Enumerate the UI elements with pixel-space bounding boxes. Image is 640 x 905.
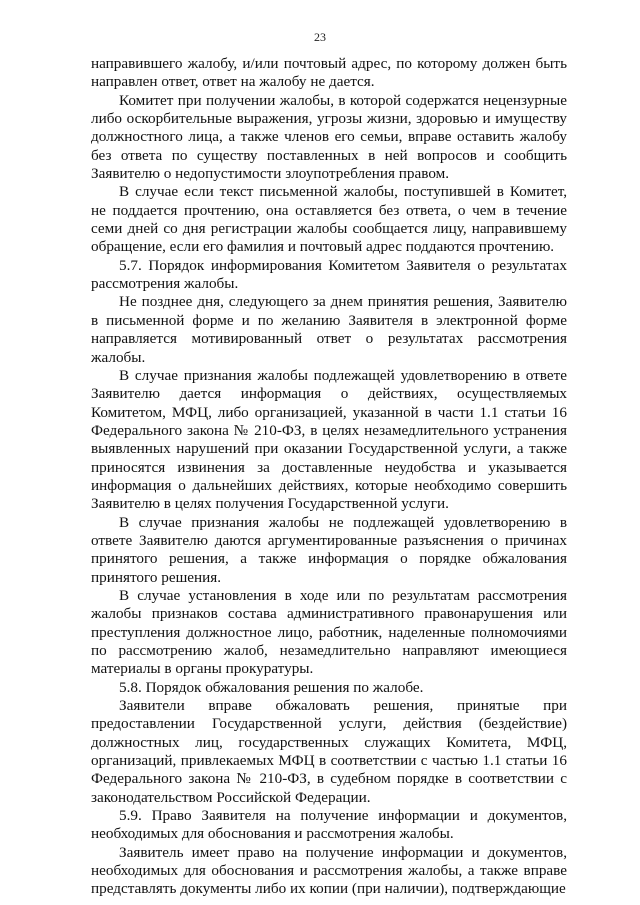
paragraph-2: Комитет при получении жалобы, в которой содержатся нецензурные либо оскорбительные выражения, угрозы жизни, здоровью и имуществу должностного лица, а также членов его семьи, вправе оставить жалобу без ответа по существу поставленных в ней вопросов и сообщить Заявителю о недопустимости злоупотребления правом. [91,91,567,183]
paragraph-5: Не позднее дня, следующего за днем принятия решения, Заявителю в письменной форме и по желанию Заявителя в электронной форме направляется мотивированный ответ о результатах рассмотрения жалобы. [91,293,567,366]
paragraph-3: В случае если текст письменной жалобы, поступившей в Комитет, не поддается прочтению, она оставляется без ответа, о чем в течение семи дней со дня регистрации жалобы сообщается лицу, направившему обращение, если его фамилия и почтовый адрес поддаются прочтению. [91,183,567,256]
paragraph-12: Заявитель имеет право на получение информации и документов, необходимых для обоснования и рассмотрения жалобы, а также вправе представлять документы либо их копии (при наличии), подтверждающие [91,843,567,898]
paragraph-8: В случае установления в ходе или по результатам рассмотрения жалобы признаков состава административного правонарушения или преступления должностное лицо, работник, наделенные полномочиями по рассмотрению жалоб, незамедлительно направляют имеющиеся материалы в органы прокуратуры. [91,586,567,678]
paragraph-7: В случае признания жалобы не подлежащей удовлетворению в ответе Заявителю даются аргументированные разъяснения о причинах принятого решения, а также информация о порядке обжалования принятого решения. [91,513,567,586]
section-heading-5-7: 5.7. Порядок информирования Комитетом Заявителя о результатах рассмотрения жалобы. [91,256,567,293]
paragraph-10: Заявители вправе обжаловать решения, принятые при предоставлении Государственной услуги, действия (бездействие) должностных лиц, государственных служащих Комитета, МФЦ, организаций, привлекаемых МФЦ в соответствии с частью 1.1 статьи 16 Федерального закона № 210-ФЗ, в судебном порядке в соответствии с законодательством Российской Федерации. [91,697,567,806]
section-heading-5-8: 5.8. Порядок обжалования решения по жалобе. [119,678,424,696]
section-heading-5-9: 5.9. Право Заявителя на получение информации и документов, необходимых для обоснования и рассмотрения жалобы. [91,807,567,843]
paragraph-1: направившего жалобу, и/или почтовый адрес, по которому должен быть направлен ответ, ответ на жалобу не дается. [91,55,567,91]
document-body [91,55,567,899]
paragraph-6: В случае признания жалобы подлежащей удовлетворению в ответе Заявителю дается информация о действиях, осуществляемых Комитетом, МФЦ, либо организацией, указанной в части 1.1 статьи 16 Федерального закона № 210-ФЗ, в целях незамедлительного устранения выявленных нарушений при оказании Государственной услуги, а также приносятся извинения за доставленные неудобства и указывается информация о дальнейших действиях, которые необходимо совершить Заявителю в целях получения Государственной услуги. [91,366,567,513]
page-number: 23 [314,30,326,44]
